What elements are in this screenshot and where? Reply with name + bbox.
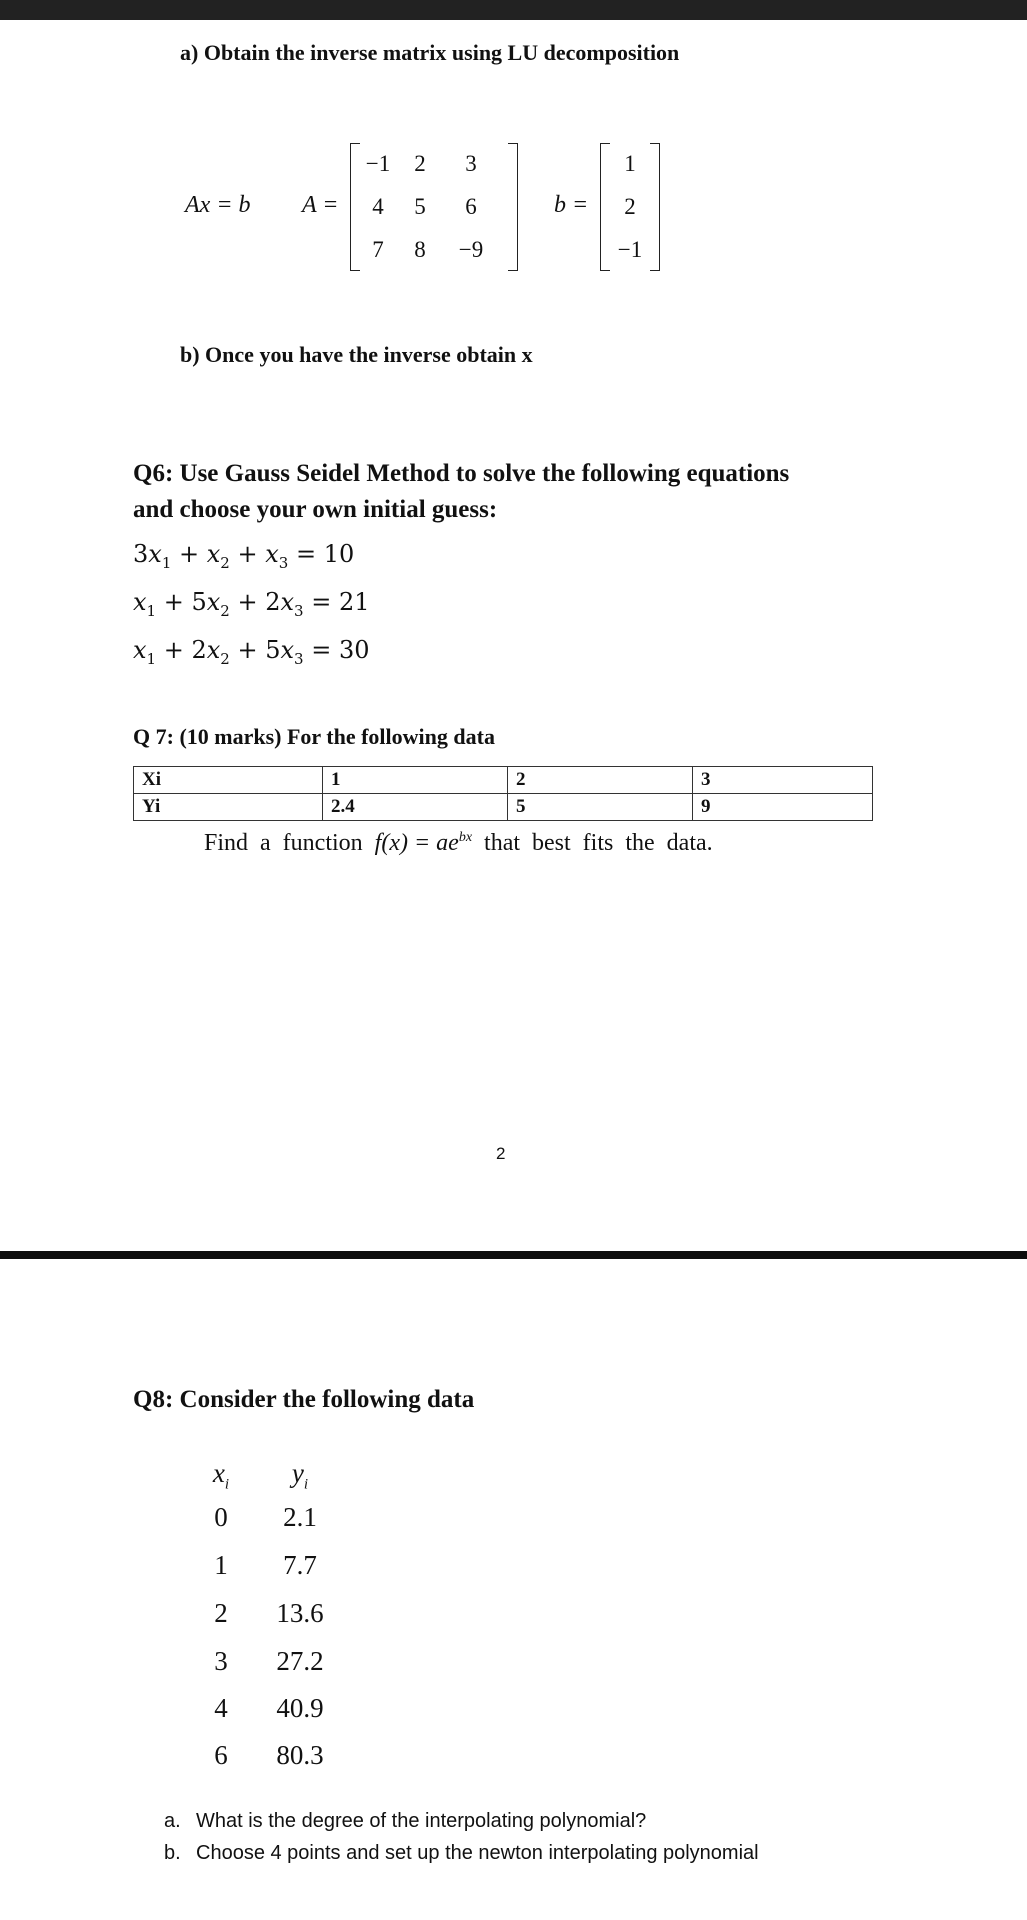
q5-part-a: a) Obtain the inverse matrix using LU decomposition xyxy=(180,40,680,65)
matrix-a-cell: −9 xyxy=(458,236,484,262)
system-equation: Ax = b xyxy=(185,192,251,218)
vector-b-label: b = xyxy=(554,192,589,218)
vector-b xyxy=(600,143,660,271)
q7-instruction: Find a function $f(x) = ae^{bx}$ that best fits the data. xyxy=(204,830,713,856)
q6-title: Q6: Use Gauss Seidel Method to solve the following equations and choose your own initial guess: xyxy=(133,460,790,523)
page-number: 2 xyxy=(496,1144,506,1163)
vector-b-cell: −1 xyxy=(617,236,643,262)
equation-2: $x_1 + 5x_2 + 2x_3 = 21$ xyxy=(133,588,370,620)
matrix-a-cell: 6 xyxy=(465,193,477,219)
matrix-a-cell: 5 xyxy=(414,193,426,219)
equation-1: $3x_1 + x_2 + x_3 = 10$ xyxy=(133,540,355,572)
matrix-a-cell: 8 xyxy=(414,236,426,262)
top-bar xyxy=(0,0,1027,20)
q7-title: Q 7: (10 marks) For the following data xyxy=(133,724,495,749)
matrix-a-cell: 7 xyxy=(372,236,384,262)
matrix-a xyxy=(350,143,518,271)
q5-part-b: b) Once you have the inverse obtain x xyxy=(180,342,533,367)
matrix-a-cell: 3 xyxy=(465,151,477,177)
equation-3: $x_1 + 2x_2 + 5x_3 = 30$ xyxy=(133,636,370,668)
table-row: Xi 1 2 3 xyxy=(134,767,873,794)
q7-table xyxy=(133,766,873,821)
matrix-a-cell: 4 xyxy=(372,193,384,219)
page-divider xyxy=(0,1251,1027,1259)
q8-item-b: b. Choose 4 points and set up the newton interpolating polynomial xyxy=(164,1842,759,1864)
q8-item-a: a. What is the degree of the interpolating polynomial? xyxy=(164,1810,647,1832)
table-row: Yi 2.4 5 9 xyxy=(134,794,873,821)
vector-b-cell: 2 xyxy=(624,193,636,219)
q8-title: Q8: Consider the following data xyxy=(133,1386,475,1413)
matrix-a-label: A = xyxy=(302,192,339,218)
matrix-a-cell: 2 xyxy=(414,151,426,177)
matrix-a-cell: −1 xyxy=(365,151,391,177)
vector-b-cell: 1 xyxy=(624,151,636,177)
